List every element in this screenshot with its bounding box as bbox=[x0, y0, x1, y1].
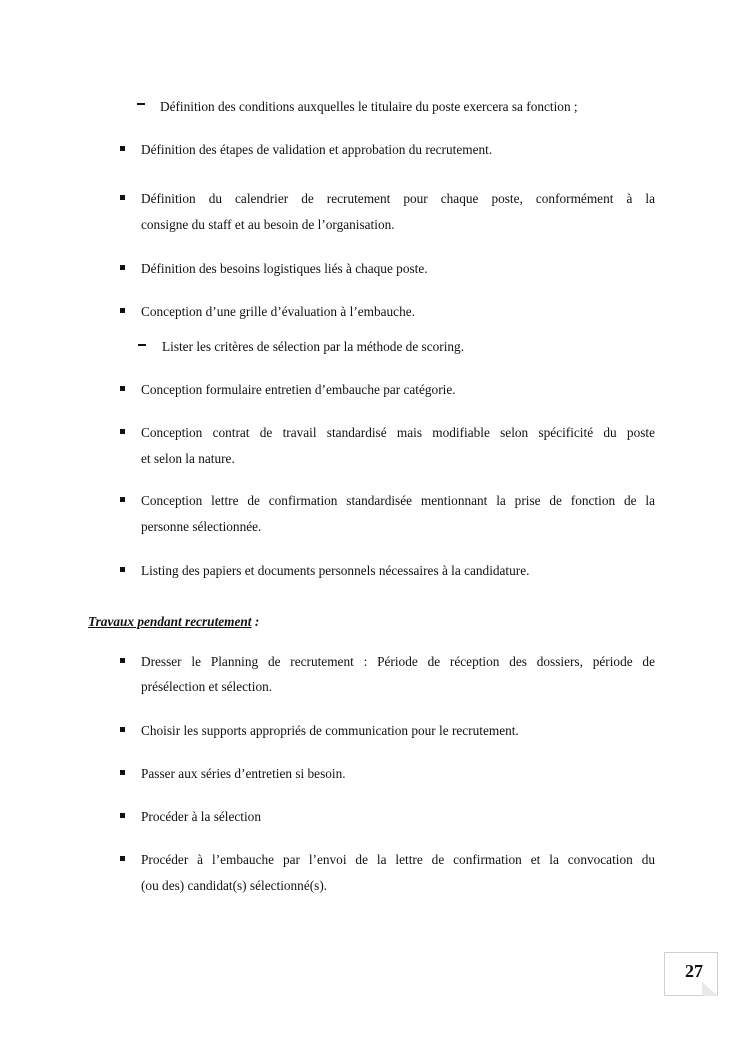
square-bullet bbox=[120, 770, 125, 775]
square-bullet bbox=[120, 386, 125, 391]
square-bullet bbox=[120, 658, 125, 663]
section-title: Travaux pendant recrutement bbox=[88, 614, 252, 629]
square-bullet bbox=[120, 497, 125, 502]
square-bullet bbox=[120, 265, 125, 270]
square-bullet bbox=[120, 429, 125, 434]
list-item: Conception lettre de confirmation standardisée mentionnant la prise de fonction de la bbox=[141, 493, 655, 508]
list-item: Conception d’une grille d’évaluation à l’embauche. bbox=[141, 304, 415, 319]
list-item: Lister les critères de sélection par la méthode de scoring. bbox=[162, 339, 465, 354]
list-item: Définition des besoins logistiques liés à chaque poste. bbox=[141, 261, 428, 276]
square-bullet bbox=[120, 146, 125, 151]
square-bullet bbox=[120, 727, 125, 732]
list-item: Définition des conditions auxquelles le titulaire du poste exercera sa fonction ; bbox=[160, 99, 578, 114]
list-item-continuation: présélection et sélection. bbox=[141, 679, 273, 694]
list-item-continuation: consigne du staff et au besoin de l’organisation. bbox=[141, 217, 395, 232]
list-item: Conception contrat de travail standardisé mais modifiable selon spécificité du poste bbox=[141, 425, 655, 440]
list-item: Listing des papiers et documents personnels nécessaires à la candidature. bbox=[141, 563, 530, 578]
list-item: Procéder à la sélection bbox=[141, 809, 261, 824]
list-item: Passer aux séries d’entretien si besoin. bbox=[141, 766, 346, 781]
list-item: Dresser le Planning de recrutement : Période de réception des dossiers, période de bbox=[141, 654, 655, 669]
list-item-continuation: (ou des) candidat(s) sélectionné(s). bbox=[141, 878, 328, 893]
square-bullet bbox=[120, 308, 125, 313]
list-item: Conception formulaire entretien d’embauche par catégorie. bbox=[141, 382, 456, 397]
list-item-continuation: personne sélectionnée. bbox=[141, 519, 262, 534]
page-number-box bbox=[664, 952, 718, 996]
dash-bullet bbox=[138, 344, 146, 346]
list-item: Procéder à l’embauche par l’envoi de la lettre de confirmation et la convocation du bbox=[141, 852, 655, 867]
list-item: Définition du calendrier de recrutement pour chaque poste, conformément à la bbox=[141, 191, 655, 206]
list-item: Définition des étapes de validation et approbation du recrutement. bbox=[141, 142, 493, 157]
section-heading bbox=[88, 613, 259, 631]
section-colon: : bbox=[251, 614, 260, 629]
square-bullet bbox=[120, 195, 125, 200]
page-number: 27 bbox=[685, 961, 703, 981]
page-curl-icon bbox=[702, 982, 718, 996]
square-bullet bbox=[120, 567, 125, 572]
list-item-continuation: et selon la nature. bbox=[141, 451, 235, 466]
dash-bullet bbox=[137, 103, 145, 105]
square-bullet bbox=[120, 856, 125, 861]
list-item: Choisir les supports appropriés de communication pour le recrutement. bbox=[141, 723, 519, 738]
square-bullet bbox=[120, 813, 125, 818]
